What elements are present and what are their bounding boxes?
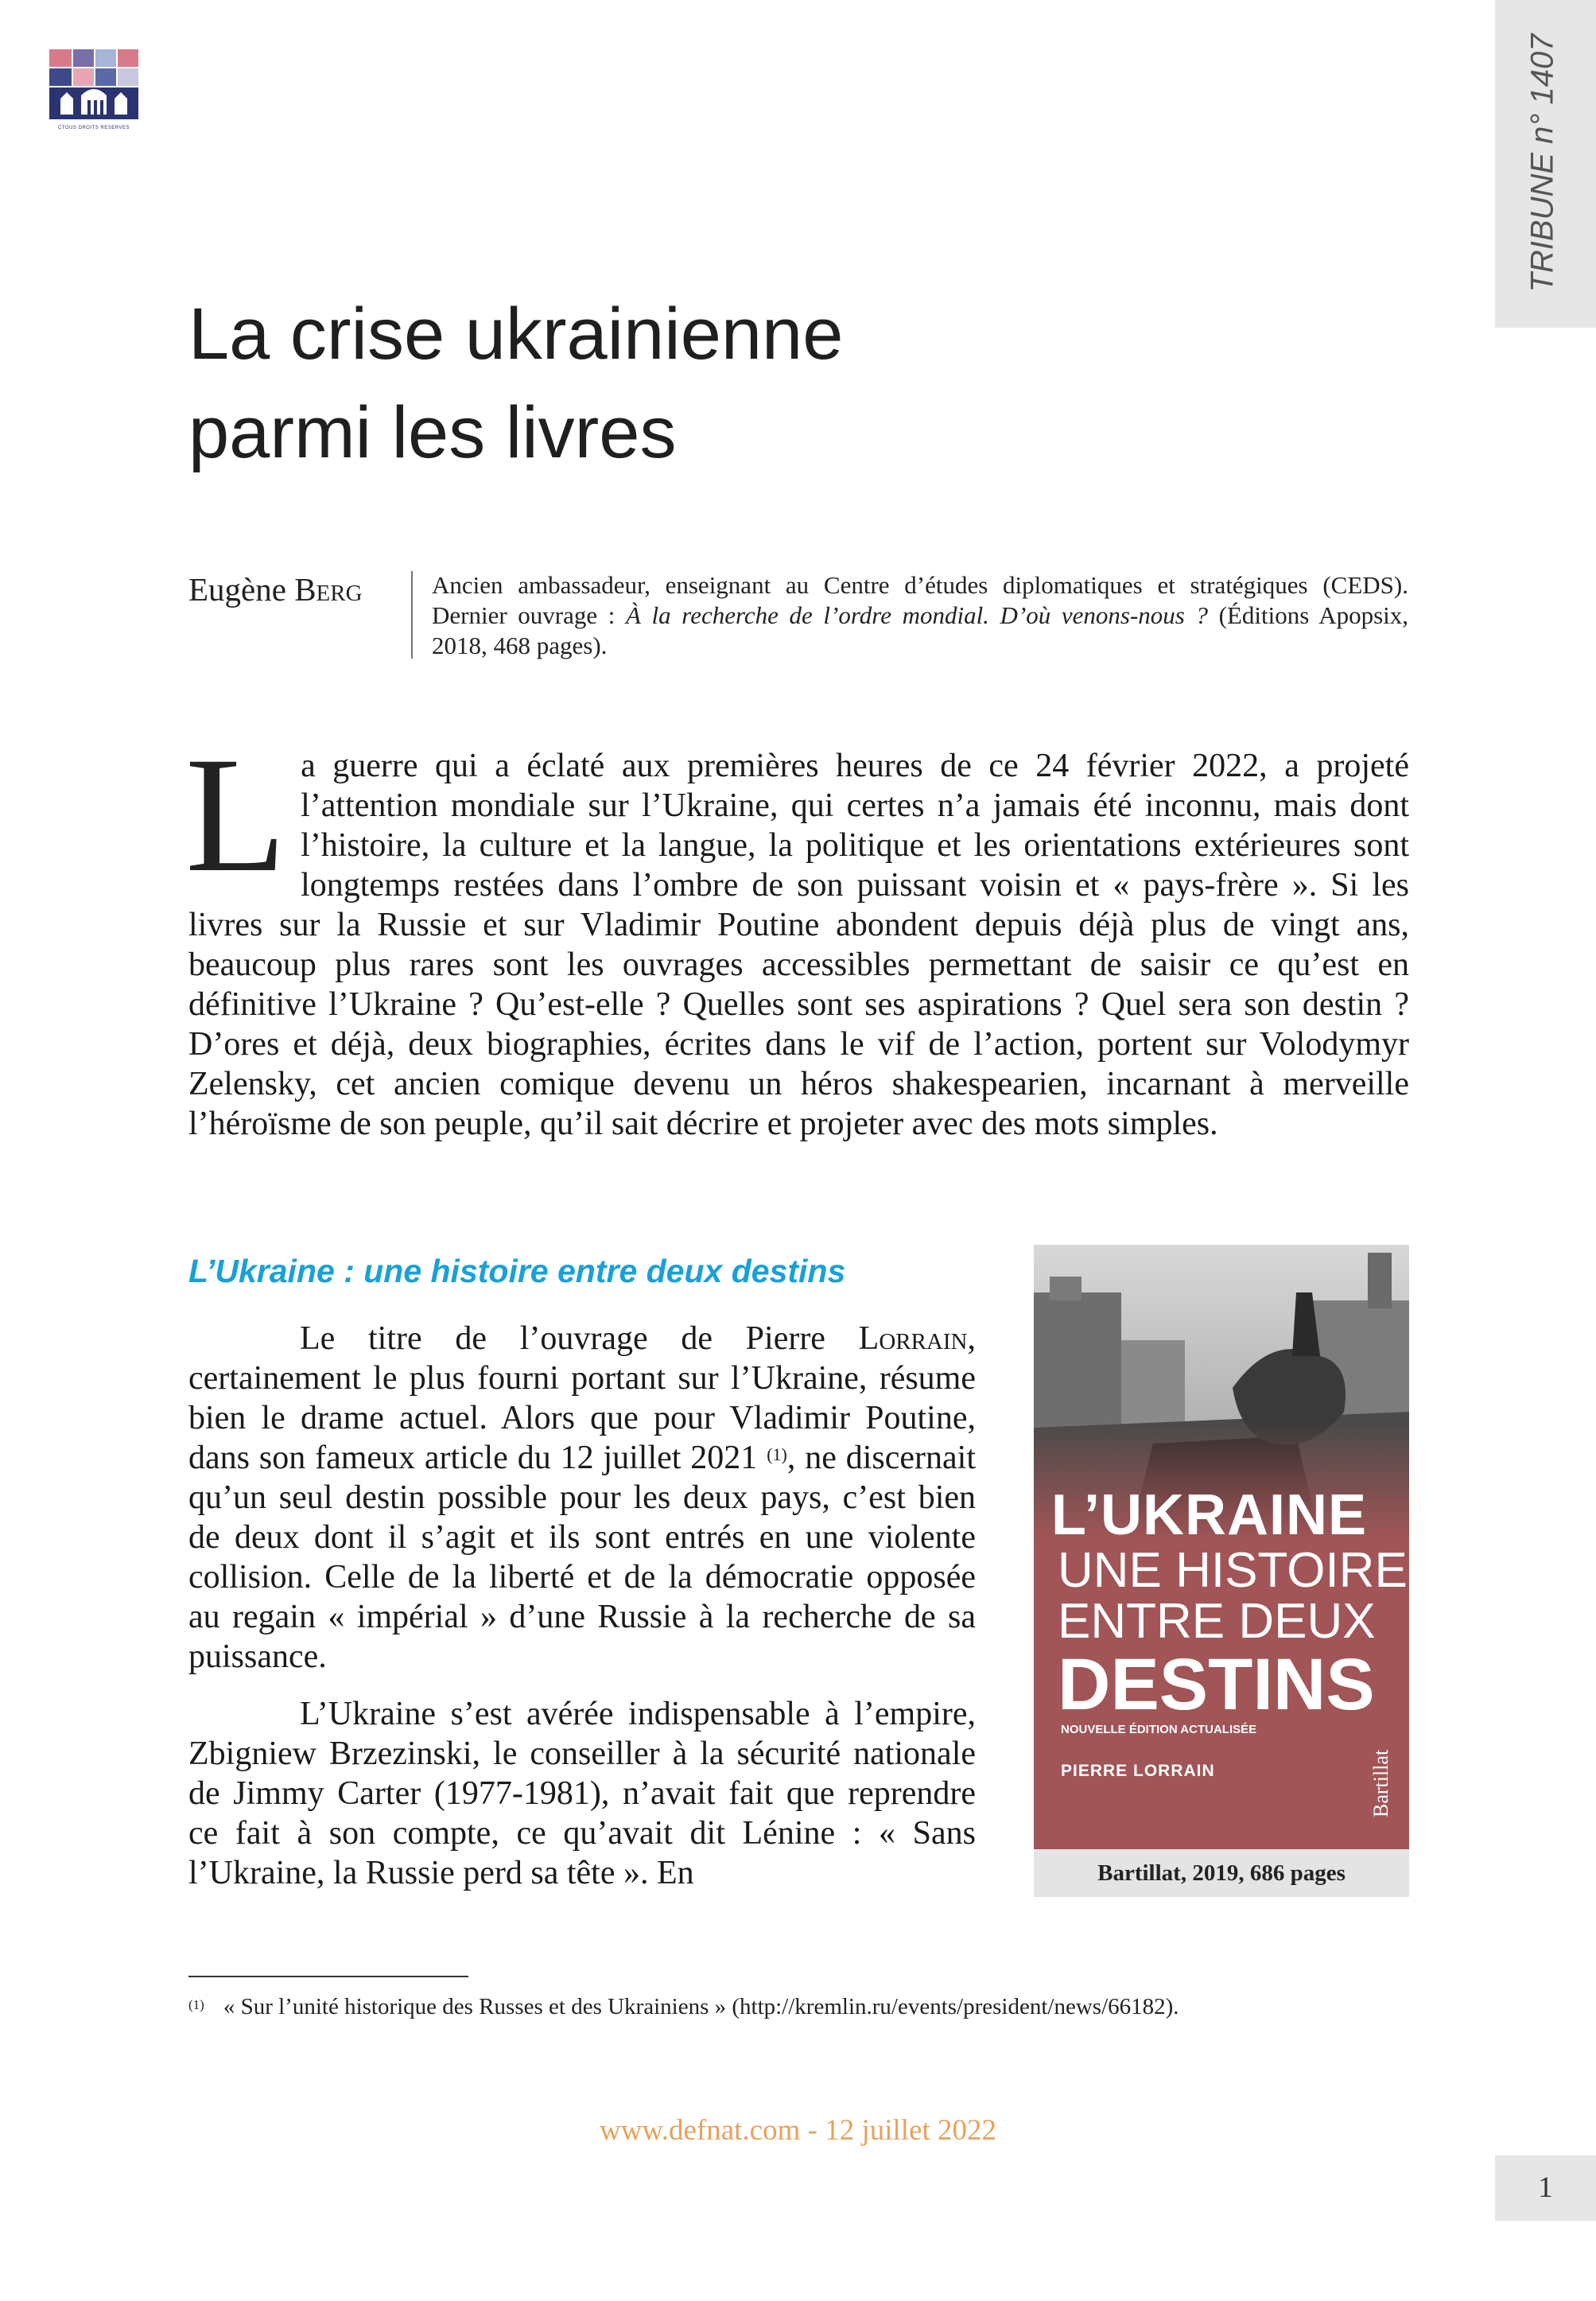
page-title xyxy=(188,285,1381,482)
cover-publisher: Bartillat xyxy=(1369,1749,1392,1817)
footnote-marker: (1) xyxy=(188,1997,204,2012)
cover-title-2: UNE HISTOIRE xyxy=(1058,1543,1408,1598)
p1-text-a: Le titre de l’ouvrage de Pierre xyxy=(300,1320,859,1357)
author-last-name: Berg xyxy=(294,571,363,608)
intro-text: a guerre qui a éclaté aux premières heures de ce 24 février 2022, a projeté l’attention mondiale sur l’Ukraine, qui certes n’a jamais été inconnu, mais dont l’histoire, la culture et la langue, la politique et les orientations extérieures sont longtemps restées dans l’ombre de son puissant voisin et « pays-frère ». Si les livres sur la Russie et sur Vladimir Poutine abondent depuis déjà plus de vingt ans, beaucoup plus rares sont les ouvrages accessibles permettant de saisir ce qu’est en définitive l’Ukraine ? Qu’est-elle ? Quelles sont ses aspirations ? Quel sera son destin ? D’ores et déjà, deux biographies, écrites dans le vif de l’action, portent sur Volodymyr Zelensky, cet ancien comique devenu un héros shakespearien, incarnant à merveille l’héroïsme de son peuple, qu’il sait décrire et projeter avec des mots simples. xyxy=(188,748,1409,1142)
p1-text-b: , certainement le plus fourni portant sur l’Ukraine, résume bien le drame actuel. Alors que pour Vladimir Poutine, dans son fameux article du 12 juillet 2021 xyxy=(188,1320,976,1476)
body-paragraph-1 xyxy=(188,1319,976,1677)
body-paragraph-2 xyxy=(188,1694,976,1893)
page-number: 1 xyxy=(1495,2155,1596,2221)
section-heading: L’Ukraine : une histoire entre deux destins xyxy=(188,1253,846,1289)
title-line-2: parmi les livres xyxy=(188,392,677,473)
author-first-name: Eugène xyxy=(188,571,286,608)
publication-logo xyxy=(46,46,142,140)
cover-title-3: ENTRE DEUX xyxy=(1058,1594,1376,1649)
p1-author-name: Lorrain xyxy=(858,1320,968,1357)
footer-site-date[interactable]: www.defnat.com - 12 juillet 2022 xyxy=(599,2114,997,2147)
author-separator xyxy=(411,571,413,659)
author-bio-prefix: Ancien ambassadeur, enseignant au Centre d’études diplomatiques et stratégiques (CEDS). Dernier ouvrage : xyxy=(432,571,1408,629)
p1-text-c: , ne discernait qu’un seul destin possible pour les deux pays, c’est bien de deux dont il s’agit et ils sont entrés en une violente collision. Celle de la liberté et de la démocratie opposée au regain « impérial » d’une Russie à la recherche de sa puissance. xyxy=(188,1440,976,1675)
cover-author: PIERRE LORRAIN xyxy=(1061,1762,1215,1780)
footnote xyxy=(188,1992,1413,2021)
footnote-ref[interactable]: (1) xyxy=(767,1444,787,1464)
intro-paragraph xyxy=(185,723,1409,1144)
author-bio-suffix: (Éditions Apopsix, 2018, 468 pages). xyxy=(432,601,1409,659)
footnote-rule xyxy=(188,1976,468,1977)
cover-title-4: DESTINS xyxy=(1058,1644,1375,1725)
cover-edition: NOUVELLE ÉDITION ACTUALISÉE xyxy=(1061,1723,1257,1736)
title-line-1: La crise ukrainienne xyxy=(188,293,844,375)
author-name xyxy=(188,570,363,608)
cover-title-1: L’UKRAINE xyxy=(1051,1483,1368,1547)
book-cover xyxy=(1034,1245,1409,1849)
drop-cap: L xyxy=(185,723,287,906)
tribune-number: TRIBUNE n° 1407 xyxy=(1524,33,1560,293)
p2-text: L’Ukraine s’est avérée indispensable à l’empire, Zbigniew Brzezinski, le conseiller à la sécurité nationale de Jimmy Carter (1977-1981), n’avait fait que reprendre ce fait à son compte, ce qu’avait dit Lénine : « Sans l’Ukraine, la Russie perd sa tête ». En xyxy=(188,1696,976,1891)
author-bio-book: À la recherche de l’ordre mondial. D’où venons-nous ? xyxy=(626,601,1208,629)
book-caption: Bartillat, 2019, 686 pages xyxy=(1034,1849,1409,1897)
footnote-text: « Sur l’unité historique des Russes et des Ukrainiens » (http://kremlin.ru/events/president/news/66182). xyxy=(223,1994,1179,2019)
logo-caption: CTOUS DROITS RESERVES xyxy=(58,126,130,130)
author-bio xyxy=(432,570,1408,661)
